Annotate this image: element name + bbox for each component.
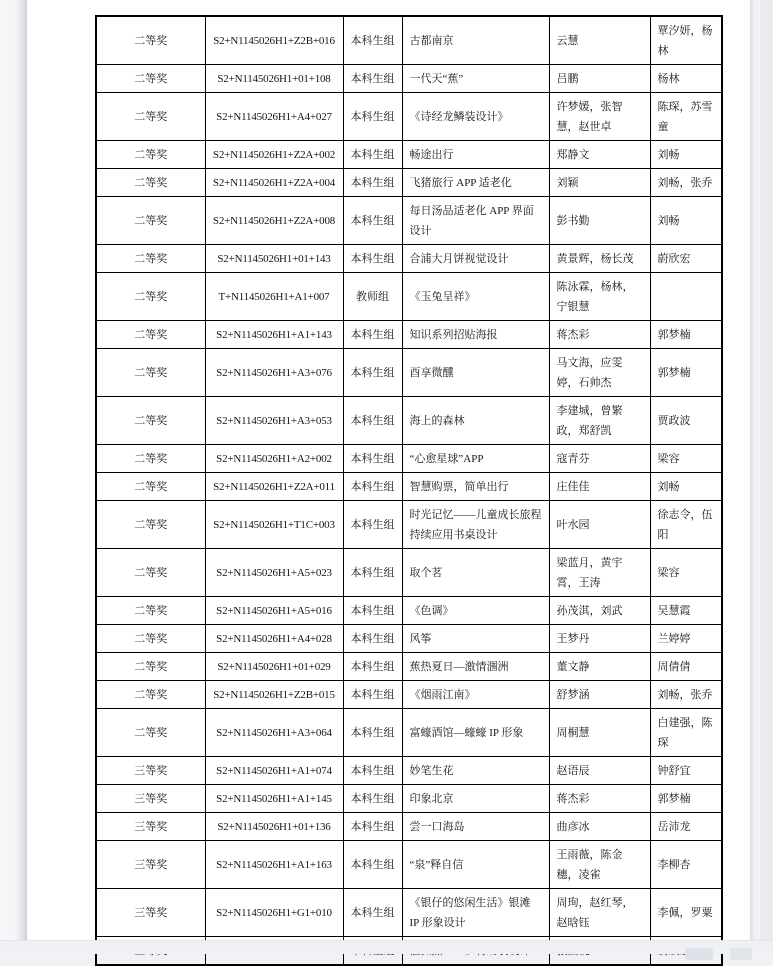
code-cell: S2+N1145026H1+Z2A+002 [205, 141, 343, 169]
advisors-cell: 梁容 [650, 549, 722, 597]
code-cell: S2+N1145026H1+A1+074 [205, 757, 343, 785]
title-cell: 《银仔的悠闲生活》银滩 IP 形象设计 [402, 889, 549, 937]
award-cell: 二等奖 [96, 445, 205, 473]
table-row [96, 653, 722, 681]
authors-cell: 陈泳霖，杨林，宁银慧 [549, 273, 650, 321]
award-cell: 二等奖 [96, 65, 205, 93]
group-cell: 本科生组 [343, 245, 402, 273]
award-cell: 二等奖 [96, 141, 205, 169]
group-cell: 本科生组 [343, 653, 402, 681]
title-cell: 畅途出行 [402, 141, 549, 169]
code-cell: S2+N1145026H1+A3+076 [205, 349, 343, 397]
title-cell: 富蠔酒馆—蠔蠔 IP 形象 [402, 709, 549, 757]
code-cell: S2+N1145026H1+A5+016 [205, 597, 343, 625]
table-row [96, 813, 722, 841]
title-cell: 尝一口海岛 [402, 813, 549, 841]
title-cell: 酉享微醺 [402, 349, 549, 397]
authors-cell: 孙茂淇，刘武 [549, 597, 650, 625]
title-cell: 智慧购票，简单出行 [402, 473, 549, 501]
table-row [96, 65, 722, 93]
code-cell: S2+N1145026H1+Z2A+008 [205, 197, 343, 245]
authors-cell: 李建城，曾繁政，郑舒凯 [549, 397, 650, 445]
left-margin [0, 0, 27, 940]
code-cell: S2+N1145026H1+A4+027 [205, 93, 343, 141]
title-cell: 《烟雨江南》 [402, 681, 549, 709]
table-row [96, 757, 722, 785]
advisors-cell: 刘畅，张乔 [650, 169, 722, 197]
table-row [96, 273, 722, 321]
authors-cell: 庄佳佳 [549, 473, 650, 501]
title-cell: 飞猪旅行 APP 适老化 [402, 169, 549, 197]
table-row [96, 445, 722, 473]
award-cell: 二等奖 [96, 273, 205, 321]
advisors-cell: 岳沛龙 [650, 813, 722, 841]
table-row [96, 597, 722, 625]
award-cell: 二等奖 [96, 597, 205, 625]
group-cell: 本科生组 [343, 813, 402, 841]
title-cell: 时光记忆——儿童成长旅程持续应用书桌设计 [402, 501, 549, 549]
bottom-bar [0, 940, 773, 954]
award-cell: 二等奖 [96, 16, 205, 65]
table-row [96, 321, 722, 349]
authors-cell: 彭书勤 [549, 197, 650, 245]
group-cell: 本科生组 [343, 785, 402, 813]
group-cell: 本科生组 [343, 841, 402, 889]
code-cell: S2+N1145026H1+01+143 [205, 245, 343, 273]
group-cell: 本科生组 [343, 757, 402, 785]
group-cell: 本科生组 [343, 141, 402, 169]
table-row [96, 349, 722, 397]
document-page [27, 0, 750, 940]
title-cell: 合浦大月饼视觉设计 [402, 245, 549, 273]
advisors-cell: 吴慧霞 [650, 597, 722, 625]
group-cell: 本科生组 [343, 549, 402, 597]
award-cell: 三等奖 [96, 757, 205, 785]
advisors-cell: 刘畅 [650, 197, 722, 245]
award-cell: 二等奖 [96, 349, 205, 397]
code-cell: S2+N1145026H1+A5+023 [205, 549, 343, 597]
group-cell: 本科生组 [343, 93, 402, 141]
title-cell: 古都南京 [402, 16, 549, 65]
authors-cell: 许梦媛，张智慧，赵世卓 [549, 93, 650, 141]
authors-cell: 梁蓝月，黄宇霄，王涛 [549, 549, 650, 597]
code-cell: S2+N1145026H1+01+108 [205, 65, 343, 93]
group-cell: 本科生组 [343, 445, 402, 473]
table-row [96, 16, 722, 65]
authors-cell: 吕鹏 [549, 65, 650, 93]
advisors-cell: 周倩倩 [650, 653, 722, 681]
title-cell: 一代天“蕉” [402, 65, 549, 93]
award-cell: 二等奖 [96, 709, 205, 757]
table-row [96, 709, 722, 757]
vertical-scrollbar[interactable] [764, 0, 773, 940]
group-cell: 本科生组 [343, 397, 402, 445]
table-row [96, 141, 722, 169]
table-row [96, 245, 722, 273]
advisors-cell: 郭梦楠 [650, 785, 722, 813]
advisors-cell: 郭梦楠 [650, 349, 722, 397]
award-cell: 二等奖 [96, 321, 205, 349]
code-cell: S2+N1145026H1+Z2A+004 [205, 169, 343, 197]
code-cell: S2+N1145026H1+01+136 [205, 813, 343, 841]
authors-cell: 马文海，应雯婷，石帅杰 [549, 349, 650, 397]
table-row [96, 473, 722, 501]
code-cell: S2+N1145026H1+A3+064 [205, 709, 343, 757]
bottom-edge-button[interactable] [730, 948, 752, 960]
award-cell: 二等奖 [96, 93, 205, 141]
bottom-edge-button[interactable] [685, 948, 713, 960]
authors-cell: 王梦丹 [549, 625, 650, 653]
title-cell: 海上的森林 [402, 397, 549, 445]
group-cell: 本科生组 [343, 65, 402, 93]
award-cell: 三等奖 [96, 813, 205, 841]
title-cell: 每日汤品适老化 APP 界面设计 [402, 197, 549, 245]
advisors-cell: 钟舒宜 [650, 757, 722, 785]
title-cell: 风筝 [402, 625, 549, 653]
title-cell: 妙笔生花 [402, 757, 549, 785]
authors-cell: 叶水园 [549, 501, 650, 549]
code-cell: S2+N1145026H1+Z2B+015 [205, 681, 343, 709]
authors-cell: 王雨薇，陈金穗，凌雀 [549, 841, 650, 889]
title-cell: “心愈星球”APP [402, 445, 549, 473]
right-margin [750, 0, 773, 940]
group-cell: 本科生组 [343, 197, 402, 245]
award-cell: 二等奖 [96, 549, 205, 597]
authors-cell: 周珣，赵红琴，赵晗钰 [549, 889, 650, 937]
code-cell: S2+N1145026H1+A4+028 [205, 625, 343, 653]
group-cell: 本科生组 [343, 681, 402, 709]
award-cell: 二等奖 [96, 681, 205, 709]
table-row [96, 501, 722, 549]
title-cell: 《玉兔呈祥》 [402, 273, 549, 321]
award-cell: 二等奖 [96, 197, 205, 245]
table-row [96, 549, 722, 597]
code-cell: S2+N1145026H1+G1+010 [205, 889, 343, 937]
advisors-cell: 蔚欣宏 [650, 245, 722, 273]
group-cell: 本科生组 [343, 625, 402, 653]
authors-cell: 寇青芬 [549, 445, 650, 473]
authors-cell: 刘颖 [549, 169, 650, 197]
authors-cell: 曲彦冰 [549, 813, 650, 841]
advisors-cell [650, 273, 722, 321]
table-row [96, 889, 722, 937]
group-cell: 本科生组 [343, 597, 402, 625]
award-cell: 二等奖 [96, 501, 205, 549]
code-cell: S2+N1145026H1+A2+002 [205, 445, 343, 473]
advisors-cell: 刘畅 [650, 473, 722, 501]
title-cell: 取个茗 [402, 549, 549, 597]
table-row [96, 397, 722, 445]
authors-cell: 蒋杰彩 [549, 785, 650, 813]
code-cell: S2+N1145026H1+Z2A+011 [205, 473, 343, 501]
group-cell: 本科生组 [343, 321, 402, 349]
group-cell: 本科生组 [343, 473, 402, 501]
title-cell: 知识系列招贴海报 [402, 321, 549, 349]
title-cell: “泉”释自信 [402, 841, 549, 889]
table-row [96, 93, 722, 141]
advisors-cell: 徐志令，伍阳 [650, 501, 722, 549]
award-cell: 二等奖 [96, 473, 205, 501]
advisors-cell: 杨林 [650, 65, 722, 93]
advisors-cell: 梁容 [650, 445, 722, 473]
advisors-cell: 兰婷婷 [650, 625, 722, 653]
award-cell: 二等奖 [96, 245, 205, 273]
advisors-cell: 刘畅 [650, 141, 722, 169]
table-row [96, 197, 722, 245]
code-cell: S2+N1145026H1+01+029 [205, 653, 343, 681]
authors-cell: 黄景辉，杨长茂 [549, 245, 650, 273]
group-cell: 本科生组 [343, 16, 402, 65]
title-cell: 《色调》 [402, 597, 549, 625]
awards-table [95, 15, 723, 966]
authors-cell: 舒梦涵 [549, 681, 650, 709]
authors-cell: 赵语辰 [549, 757, 650, 785]
group-cell: 本科生组 [343, 349, 402, 397]
advisors-cell: 覃汐妍，杨林 [650, 16, 722, 65]
advisors-cell: 郭梦楠 [650, 321, 722, 349]
title-cell: 印象北京 [402, 785, 549, 813]
award-cell: 二等奖 [96, 625, 205, 653]
code-cell: S2+N1145026H1+Z2B+016 [205, 16, 343, 65]
award-cell: 三等奖 [96, 841, 205, 889]
advisors-cell: 陈琛，苏雪童 [650, 93, 722, 141]
table-row [96, 625, 722, 653]
authors-cell: 云慧 [549, 16, 650, 65]
authors-cell: 郑静文 [549, 141, 650, 169]
advisors-cell: 白建强，陈琛 [650, 709, 722, 757]
authors-cell: 董文静 [549, 653, 650, 681]
code-cell: T+N1145026H1+A1+007 [205, 273, 343, 321]
group-cell: 本科生组 [343, 709, 402, 757]
award-cell: 三等奖 [96, 889, 205, 937]
table-row [96, 785, 722, 813]
group-cell: 教师组 [343, 273, 402, 321]
code-cell: S2+N1145026H1+A1+145 [205, 785, 343, 813]
code-cell: S2+N1145026H1+A1+143 [205, 321, 343, 349]
code-cell: S2+N1145026H1+T1C+003 [205, 501, 343, 549]
awards-table-body [96, 16, 722, 965]
table-row [96, 169, 722, 197]
table-row [96, 681, 722, 709]
authors-cell: 蒋杰彩 [549, 321, 650, 349]
group-cell: 本科生组 [343, 169, 402, 197]
advisors-cell: 李柳杏 [650, 841, 722, 889]
code-cell: S2+N1145026H1+A1+163 [205, 841, 343, 889]
award-cell: 三等奖 [96, 785, 205, 813]
group-cell: 本科生组 [343, 501, 402, 549]
advisors-cell: 贾政波 [650, 397, 722, 445]
group-cell: 本科生组 [343, 889, 402, 937]
authors-cell: 周桐慧 [549, 709, 650, 757]
award-cell: 二等奖 [96, 397, 205, 445]
title-cell: 蕉热夏日—激情涠洲 [402, 653, 549, 681]
award-cell: 二等奖 [96, 653, 205, 681]
code-cell: S2+N1145026H1+A3+053 [205, 397, 343, 445]
advisors-cell: 李佩，罗粟 [650, 889, 722, 937]
table-row [96, 841, 722, 889]
advisors-cell: 刘畅，张乔 [650, 681, 722, 709]
award-cell: 二等奖 [96, 169, 205, 197]
title-cell: 《诗经龙鳞装设计》 [402, 93, 549, 141]
